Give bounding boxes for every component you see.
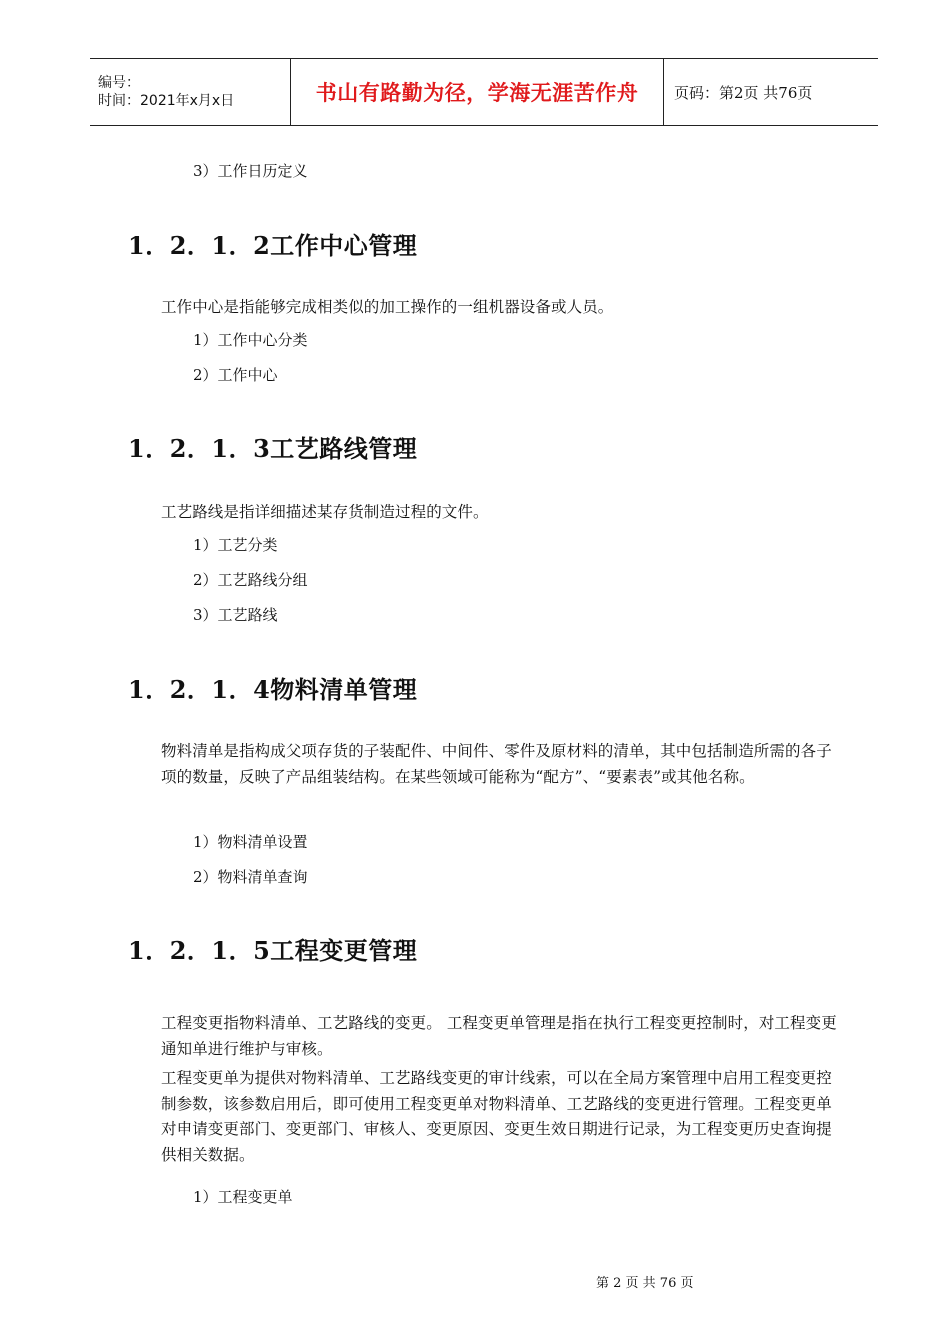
section-heading: 1．2．1．3工艺路线管理	[128, 434, 418, 463]
list-item: 1）工程变更单	[193, 1188, 293, 1206]
list-item: 2）工艺路线分组	[193, 571, 308, 589]
list-item: 3）工艺路线	[193, 606, 278, 624]
header-meta	[90, 59, 291, 125]
time-label: 时间：2021年x月x日	[98, 93, 235, 109]
paragraph: 工艺路线是指详细描述某存货制造过程的文件。	[161, 503, 489, 521]
paragraph: 物料清单是指构成父项存货的子装配件、中间件、零件及原材料的清单，其中包括制造所需的各子项的数量，反映了产品组装结构。在某些领域可能称为“配方”、“要素表”或其他名称。	[161, 742, 832, 786]
section-heading: 1．2．1．5工程变更管理	[128, 936, 418, 965]
header-page-info	[664, 59, 878, 125]
header-motto	[291, 59, 664, 125]
list-item: 1）工作中心分类	[193, 331, 308, 349]
list-item: 2）物料清单查询	[193, 868, 308, 886]
page-number-label: 页码：第2页 共76页	[674, 83, 813, 102]
section-heading: 1．2．1．2工作中心管理	[128, 231, 418, 260]
code-label: 编号：	[98, 75, 140, 91]
page-footer: 第 2 页 共 76 页	[596, 1276, 694, 1291]
paragraph: 工作中心是指能够完成相类似的加工操作的一组机器设备或人员。	[161, 298, 614, 316]
list-item: 3）工作日历定义	[193, 162, 308, 180]
paragraph: 工程变更单为提供对物料清单、工艺路线变更的审计线索，可以在全局方案管理中启用工程变更控制参数，该参数启用后，即可使用工程变更单对物料清单、工艺路线的变更进行管理。工程变更单对申请变更部门、变更部门、审核人、变更原因、变更生效日期进行记录，为工程变更历史查询提供相关数据。	[161, 1069, 832, 1164]
list-item: 1）工艺分类	[193, 536, 278, 554]
section-heading: 1．2．1．4物料清单管理	[128, 675, 418, 704]
list-item: 1）物料清单设置	[193, 833, 308, 851]
list-item: 2）工作中心	[193, 366, 278, 384]
paragraph: 工程变更指物料清单、工艺路线的变更。 工程变更单管理是指在执行工程变更控制时，对工程变更通知单进行维护与审核。	[161, 1014, 837, 1058]
motto-text: 书山有路勤为径，学海无涯苦作舟	[315, 80, 639, 105]
page-header	[90, 58, 878, 126]
